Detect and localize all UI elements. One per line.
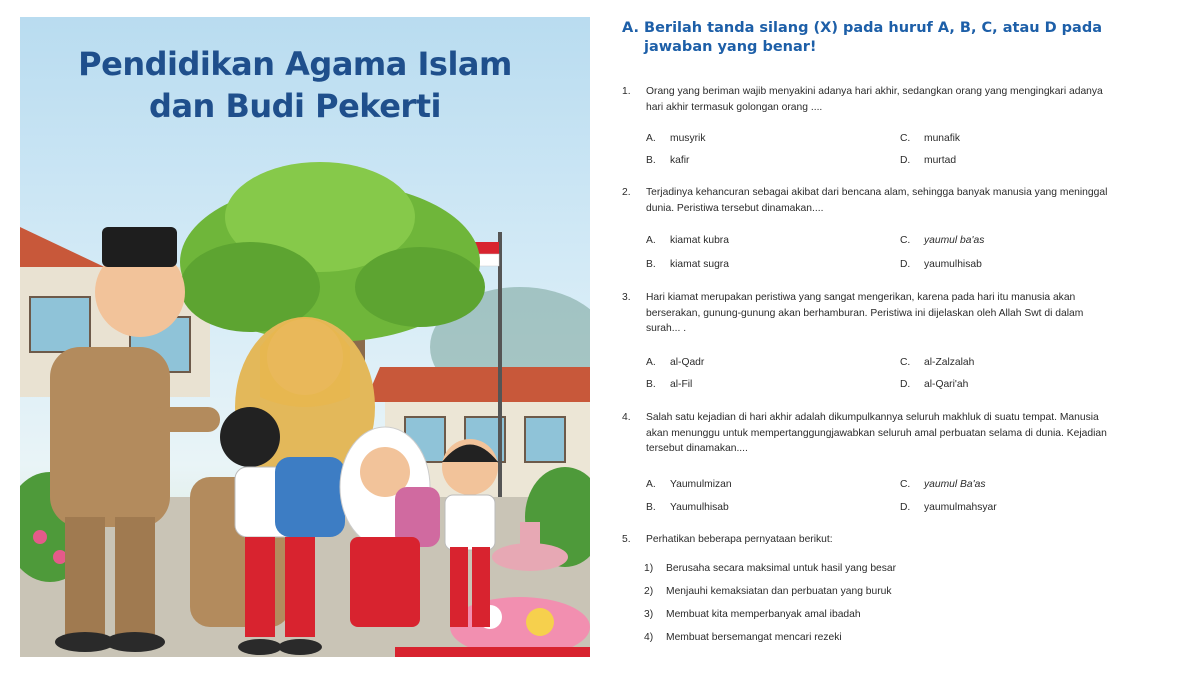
book-cover: [20, 17, 590, 657]
option-3d[interactable]: D. al-Qari'ah: [900, 379, 969, 390]
option-2a[interactable]: A. kiamat kubra: [646, 235, 729, 246]
option-2b[interactable]: B. kiamat sugra: [646, 259, 729, 270]
question-number: 4.: [622, 412, 631, 423]
question-text: Perhatikan beberapa pernyataan berikut:: [646, 534, 833, 545]
option-2c[interactable]: C. yaumul ba'as: [900, 235, 985, 246]
question-text: Terjadinya kehancuran sebagai akibat dari bencana alam, sehingga banyak manusia yang meninggal dunia. Peristiwa tersebut dinamakan....: [646, 187, 1108, 214]
cover-title-line1: Pendidikan Agama Islam: [78, 45, 512, 83]
option-3a[interactable]: A. al-Qadr: [646, 357, 705, 368]
option-1a[interactable]: A. musyrik: [646, 133, 706, 144]
question-text: Orang yang beriman wajib menyakini adanya hari akhir, sedangkan orang yang mengingkari adanya hari akhir termasuk golongan orang ....: [646, 86, 1103, 113]
question-number: 2.: [622, 187, 631, 198]
instruction-heading: [622, 19, 1197, 57]
option-4a[interactable]: A. Yaumulmizan: [646, 479, 732, 490]
option-1c[interactable]: C. munafik: [900, 133, 961, 144]
option-1b[interactable]: B. kafir: [646, 155, 690, 166]
option-4d[interactable]: D. yaumulmahsyar: [900, 502, 997, 513]
question-number: 3.: [622, 292, 631, 303]
question-number: 5.: [622, 534, 631, 545]
question-sheet: [600, 0, 1200, 675]
cover-title-line2: dan Budi Pekerti: [149, 87, 441, 125]
option-1d[interactable]: D. murtad: [900, 155, 957, 166]
question-text: Salah satu kejadian di hari akhir adalah dikumpulkannya seluruh makhluk di suatu tempat. Manusia akan menunggu untuk mempertanggungjawabkan seluruh amal perbuatan selama di dunia. Kejadian tersebut dinamakan....: [646, 412, 1107, 454]
question-number: 1.: [622, 86, 631, 97]
question-text: Hari kiamat merupakan peristiwa yang sangat mengerikan, karena pada hari itu manusia akan berserakan, gunung-gunung akan berhamburan. Peristiwa ini dijelaskan oleh Allah Swt di dalam surah... .: [646, 292, 1084, 334]
option-2d[interactable]: D. yaumulhisab: [900, 259, 982, 270]
statement-4: 4) Membuat bersemangat mencari rezeki: [644, 632, 842, 643]
option-3c[interactable]: C. al-Zalzalah: [900, 357, 975, 368]
option-3b[interactable]: B. al-Fil: [646, 379, 693, 390]
heading-line2: jawaban yang benar!: [644, 39, 817, 55]
option-4b[interactable]: B. Yaumulhisab: [646, 502, 729, 513]
statement-3: 3) Membuat kita memperbanyak amal ibadah: [644, 609, 861, 620]
option-4c[interactable]: C. yaumul Ba'as: [900, 479, 986, 490]
statement-1: 1) Berusaha secara maksimal untuk hasil yang besar: [644, 563, 897, 574]
cover-red-strip: [395, 647, 590, 657]
heading-line1: A. Berilah tanda silang (X) pada huruf A, B, C, atau D pada: [622, 20, 1103, 36]
statement-2: 2) Menjauhi kemaksiatan dan perbuatan yang buruk: [644, 586, 892, 597]
